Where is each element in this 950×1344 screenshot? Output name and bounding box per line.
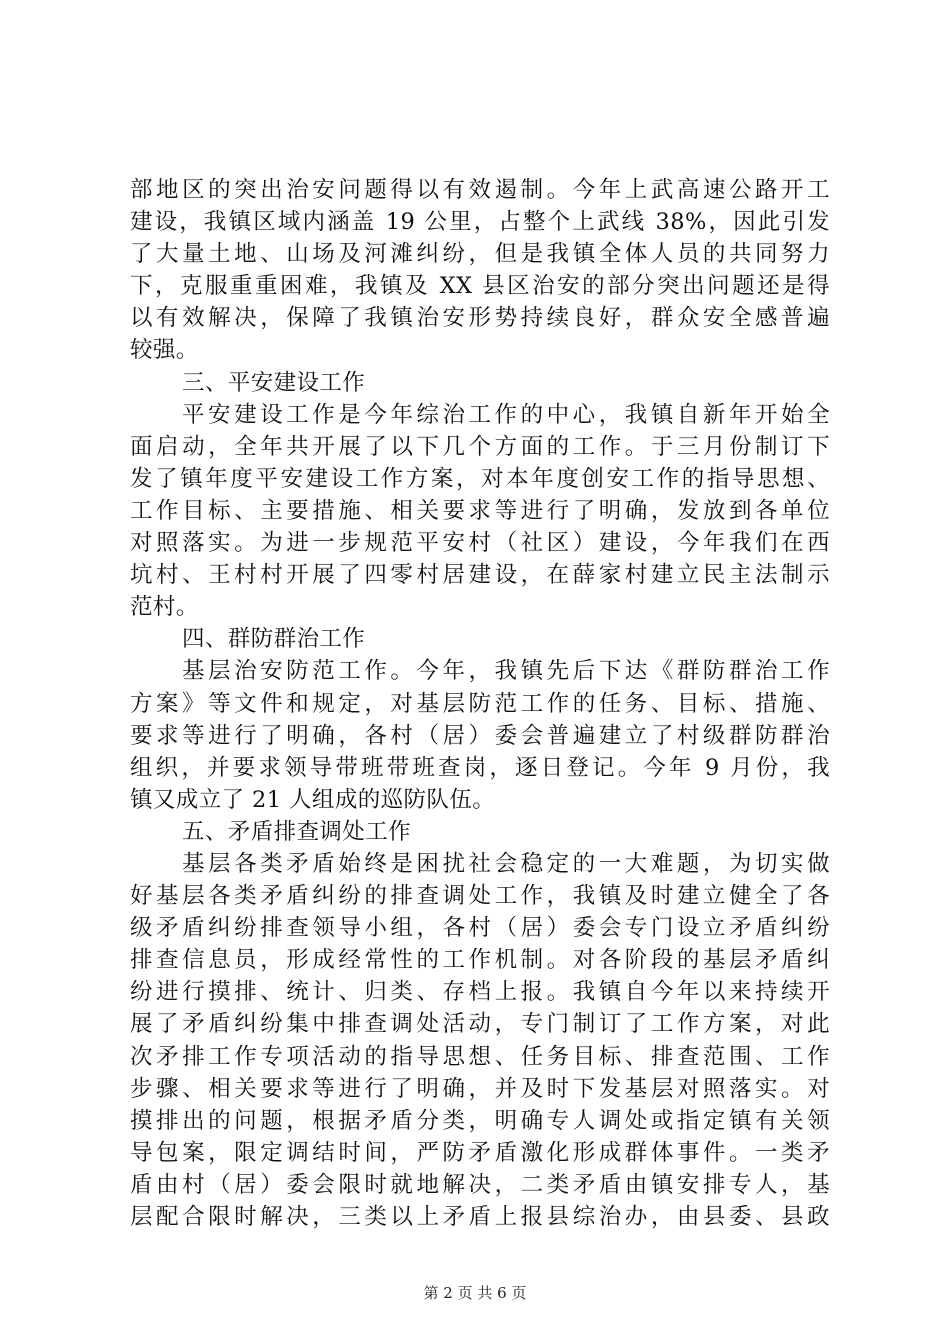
text-line: 以有效解决，保障了我镇治安形势持续良好，群众安全感普遍: [130, 305, 830, 332]
text-line: 面启动，全年共开展了以下几个方面的工作。于三月份制订下: [130, 433, 830, 460]
section-heading: 五、矛盾排查调处工作: [182, 818, 412, 845]
text-line: 对照落实。为进一步规范平安村（社区）建设，今年我们在西: [130, 530, 830, 557]
page-footer: 第 2 页 共 6 页: [423, 1284, 527, 1302]
text-line: 平安建设工作是今年综治工作的中心，我镇自新年开始全: [182, 401, 830, 428]
text-line: 下，克服重重困难，我镇及 XX 县区治安的部分突出问题还是得: [130, 273, 830, 300]
text-line: 摸排出的问题，根据矛盾分类，明确专人调处或指定镇有关领: [130, 1107, 830, 1134]
text-line: 方案》等文件和规定，对基层防范工作的任务、目标、措施、: [130, 690, 830, 717]
text-line: 排查信息员，形成经常性的工作机制。对各阶段的基层矛盾纠: [130, 947, 830, 974]
text-line: 部地区的突出治安问题得以有效遏制。今年上武高速公路开工: [130, 177, 830, 203]
section-heading: 四、群防群治工作: [182, 626, 366, 653]
text-line: 工作目标、主要措施、相关要求等进行了明确，发放到各单位: [130, 497, 830, 524]
text-line: 基层各类矛盾始终是困扰社会稳定的一大难题，为切实做: [182, 850, 830, 877]
text-line: 较强。: [130, 337, 199, 364]
text-line: 层配合限时解决，三类以上矛盾上报县综治办，由县委、县政: [130, 1204, 830, 1230]
text-line: 建设，我镇区域内涵盖 19 公里，占整个上武线 38%，因此引发: [130, 209, 830, 236]
text-line: 级矛盾纠纷排查领导小组，各村（居）委会专门设立矛盾纠纷: [130, 915, 830, 942]
text-line: 次矛排工作专项活动的指导思想、任务目标、排查范围、工作: [130, 1043, 830, 1070]
text-line: 发了镇年度平安建设工作方案，对本年度创安工作的指导思想、: [130, 465, 830, 492]
text-line: 好基层各类矛盾纠纷的排查调处工作，我镇及时建立健全了各: [130, 883, 830, 910]
text-line: 坑村、王村村开展了四零村居建设，在薛家村建立民主法制示: [130, 562, 830, 589]
document-body: [130, 174, 830, 1233]
text-line: 展了矛盾纠纷集中排查调处活动，专门制订了工作方案，对此: [130, 1011, 830, 1038]
text-line: 导包案，限定调结时间，严防矛盾激化形成群体事件。一类矛: [130, 1139, 830, 1166]
text-line: 组织，并要求领导带班带班查岗，逐日登记。今年 9 月份，我: [130, 754, 830, 781]
text-line: 步骤、相关要求等进行了明确，并及时下发基层对照落实。对: [130, 1075, 830, 1102]
section-heading: 三、平安建设工作: [182, 369, 366, 396]
text-line: 基层治安防范工作。今年，我镇先后下达《群防群治工作: [182, 658, 830, 685]
text-line: 范村。: [130, 594, 199, 621]
text-line: 要求等进行了明确，各村（居）委会普遍建立了村级群防群治: [130, 722, 830, 749]
text-line: 了大量土地、山场及河滩纠纷，但是我镇全体人员的共同努力: [130, 241, 830, 268]
text-line: 纷进行摸排、统计、归类、存档上报。我镇自今年以来持续开: [130, 979, 830, 1006]
text-line: 镇又成立了 21 人组成的巡防队伍。: [130, 786, 496, 813]
text-line: 盾由村（居）委会限时就地解决，二类矛盾由镇安排专人，基: [130, 1171, 830, 1198]
